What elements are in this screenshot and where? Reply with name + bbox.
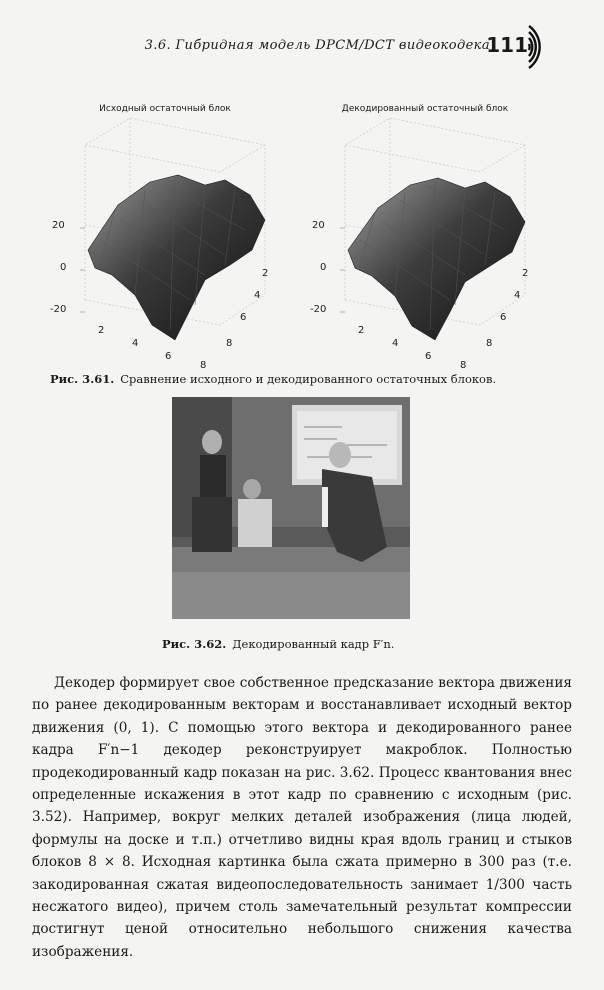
figure-3-61-caption <box>50 372 496 386</box>
surface-plot-decoded <box>300 100 550 371</box>
z-tick: 0 <box>320 262 327 273</box>
y-tick: 2 <box>522 268 529 279</box>
surface-plot-original <box>40 100 290 371</box>
y-tick: 6 <box>500 312 507 323</box>
decoded-frame-photo <box>172 397 410 619</box>
decoded-frame-image <box>172 397 410 619</box>
x-tick: 6 <box>425 351 432 362</box>
z-tick: 20 <box>52 220 65 231</box>
y-tick: 8 <box>226 338 233 349</box>
header-title: 3.6. Гибридная модель DPCM/DCT видеокодека <box>144 38 490 53</box>
page-number: 111 <box>486 33 528 57</box>
z-tick: 0 <box>60 262 67 273</box>
surface-plot-graphic <box>40 100 290 371</box>
z-tick: 20 <box>312 220 325 231</box>
y-tick: 6 <box>240 312 247 323</box>
y-tick: 2 <box>262 268 269 279</box>
x-tick: 4 <box>132 338 139 349</box>
y-tick: 8 <box>486 338 493 349</box>
caption-label: Рис. 3.62. <box>162 637 227 651</box>
x-tick: 6 <box>165 351 172 362</box>
caption-text: Сравнение исходного и декодированного остаточных блоков. <box>120 372 497 386</box>
plot-title: Исходный остаточный блок <box>99 104 231 114</box>
y-tick: 4 <box>514 290 521 301</box>
surface-plot-graphic <box>300 100 550 371</box>
body-text <box>32 672 572 963</box>
figure-3-62-caption <box>162 637 394 651</box>
caption-text: Декодированный кадр F′n. <box>232 637 395 651</box>
x-tick: 8 <box>200 360 207 371</box>
figure-3-61 <box>40 100 560 371</box>
x-tick: 4 <box>392 338 399 349</box>
x-tick: 8 <box>460 360 467 371</box>
x-tick: 2 <box>98 325 105 336</box>
x-tick: 2 <box>358 325 365 336</box>
caption-label: Рис. 3.61. <box>50 372 115 386</box>
plot-title: Декодированный остаточный блок <box>341 104 509 114</box>
running-header <box>144 32 580 60</box>
chapter-arcs-icon <box>525 22 580 72</box>
z-tick: -20 <box>310 304 327 315</box>
z-tick: -20 <box>50 304 67 315</box>
paragraph: Декодер формирует свое собственное предсказание вектора движения по ранее декодированным векторам и восстанавливает исходный вектор движения (0, 1). С помощью этого вектора и декодированного ранее кадра F′n−1 декодер реконструирует макроблок. Полностью продекодированный кадр показан на рис. 3.62. Процесс квантования внес определенные искажения в этот кадр по сравнению с исходным (рис. 3.52). Например, вокруг мелких деталей изображения (лица людей, формулы на доске и т.п.) отчетливо видны края вдоль границ и стыков блоков 8 × 8. Исходная картинка была сжата примерно в 300 раз (т.е. закодированная сжатая видеопоследовательность занимает 1/300 часть несжатого видео), причем столь замечательный результат компрессии достигнут ценой относительно небольшого снижения качества изображения. <box>32 675 572 960</box>
y-tick: 4 <box>254 290 261 301</box>
